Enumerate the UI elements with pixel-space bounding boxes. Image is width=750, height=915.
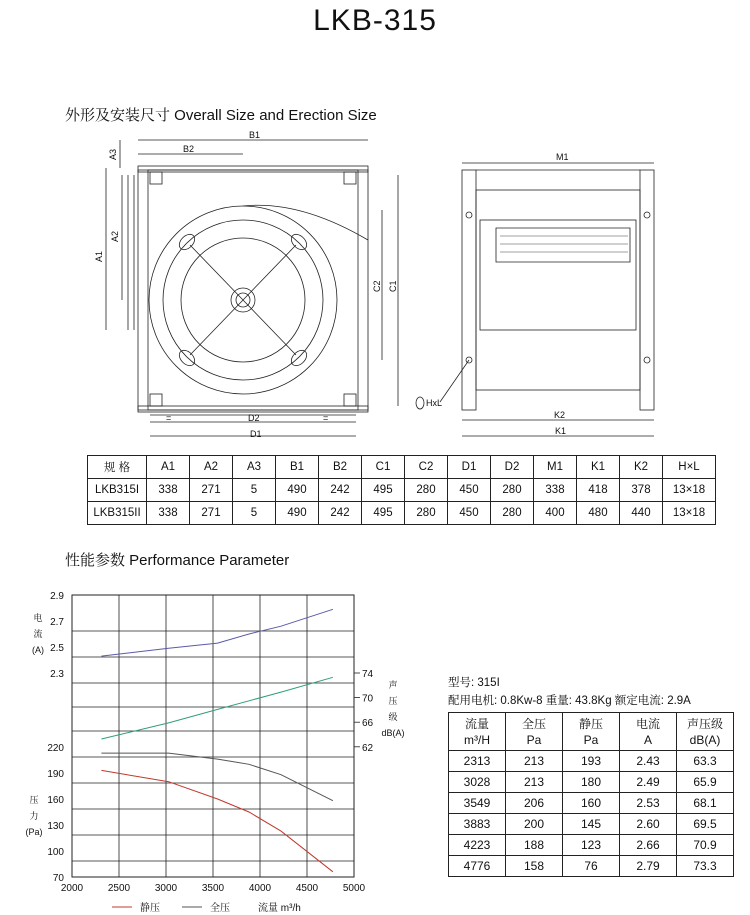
table-cell: 158 bbox=[506, 856, 563, 877]
table-row bbox=[449, 835, 734, 856]
current-tick-label: 2.5 bbox=[50, 643, 64, 654]
table-cell: 2313 bbox=[449, 751, 506, 772]
current-tick-label: 2.9 bbox=[50, 591, 64, 602]
sound-tick-label: 70 bbox=[362, 693, 374, 705]
table-cell: 440 bbox=[620, 502, 663, 525]
table-cell: 4223 bbox=[449, 835, 506, 856]
th-current bbox=[620, 713, 677, 751]
table-cell: 193 bbox=[563, 751, 620, 772]
performance-heading: 性能参数 Performance Parameter bbox=[65, 552, 290, 569]
table-cell: 213 bbox=[506, 772, 563, 793]
table-cell: 63.3 bbox=[677, 751, 734, 772]
table-cell: 160 bbox=[563, 793, 620, 814]
table-cell: 2.66 bbox=[620, 835, 677, 856]
th-total-unit: Pa bbox=[526, 732, 542, 747]
th-total-cn: 全压 bbox=[521, 716, 546, 731]
table-row bbox=[88, 502, 716, 525]
x-tick-label: 5000 bbox=[342, 883, 366, 894]
table-cell: 495 bbox=[362, 479, 405, 502]
series-line-pressure bbox=[101, 753, 333, 801]
pressure-tick-label: 130 bbox=[47, 821, 64, 832]
label-d1: D1 bbox=[250, 429, 262, 439]
th-flow bbox=[449, 713, 506, 751]
th-a3: A3 bbox=[233, 456, 276, 479]
th-static-pressure bbox=[563, 713, 620, 751]
table-cell: 2.49 bbox=[620, 772, 677, 793]
sound-tick-label: 66 bbox=[362, 718, 374, 730]
table-cell: LKB315II bbox=[88, 502, 147, 525]
label-eq-left: = bbox=[166, 413, 172, 423]
table-cell: 2.79 bbox=[620, 856, 677, 877]
x-tick-label: 3500 bbox=[201, 883, 225, 894]
table-cell: 76 bbox=[563, 856, 620, 877]
pressure-axis-label: (Pa) bbox=[25, 827, 43, 837]
performance-chart bbox=[0, 585, 440, 915]
table-cell: 4776 bbox=[449, 856, 506, 877]
th-d1: D1 bbox=[448, 456, 491, 479]
table-cell: 338 bbox=[147, 502, 190, 525]
overall-size-heading: 外形及安装尺寸 Overall Size and Erection Size bbox=[65, 107, 377, 124]
table-cell: 145 bbox=[563, 814, 620, 835]
th-k1: K1 bbox=[577, 456, 620, 479]
table-row bbox=[449, 751, 734, 772]
table-cell: 206 bbox=[506, 793, 563, 814]
label-eq-right: = bbox=[323, 413, 329, 423]
label-b2: B2 bbox=[183, 144, 195, 154]
label-a3: A3 bbox=[108, 148, 118, 160]
th-c1: C1 bbox=[362, 456, 405, 479]
pressure-tick-label: 100 bbox=[47, 847, 64, 858]
table-cell: 378 bbox=[620, 479, 663, 502]
table-row bbox=[449, 772, 734, 793]
table-cell: 280 bbox=[405, 502, 448, 525]
table-cell: 3549 bbox=[449, 793, 506, 814]
table-cell: 2.60 bbox=[620, 814, 677, 835]
table-cell: LKB315I bbox=[88, 479, 147, 502]
label-c1: C1 bbox=[388, 280, 398, 292]
th-flow-unit: m³/H bbox=[464, 732, 490, 747]
side-frame bbox=[462, 170, 476, 410]
th-current-unit: A bbox=[643, 732, 652, 747]
table-cell: 73.3 bbox=[677, 856, 734, 877]
label-hxl: HxL bbox=[426, 398, 443, 408]
table-cell: 13×18 bbox=[663, 502, 716, 525]
label-k2: K2 bbox=[554, 410, 566, 420]
x-axis-label: 流量 m³/h bbox=[258, 903, 301, 914]
th-flow-cn: 流量 bbox=[464, 716, 489, 731]
table-cell: 3883 bbox=[449, 814, 506, 835]
table-cell: 180 bbox=[563, 772, 620, 793]
legend-static-label: 静压 bbox=[140, 903, 160, 914]
table-cell: 13×18 bbox=[663, 479, 716, 502]
table-cell: 242 bbox=[319, 479, 362, 502]
current-axis-label: (A) bbox=[32, 645, 44, 655]
th-static-unit: Pa bbox=[583, 732, 599, 747]
x-tick-label: 4500 bbox=[295, 883, 319, 894]
table-row bbox=[449, 793, 734, 814]
x-tick-label: 4000 bbox=[248, 883, 272, 894]
th-sound-cn: 声压级 bbox=[686, 716, 723, 731]
table-cell: 200 bbox=[506, 814, 563, 835]
table-header-row bbox=[449, 713, 734, 751]
table-cell: 123 bbox=[563, 835, 620, 856]
label-m1: M1 bbox=[556, 152, 569, 162]
table-cell: 2.43 bbox=[620, 751, 677, 772]
th-k2: K2 bbox=[620, 456, 663, 479]
th-total-pressure bbox=[506, 713, 563, 751]
pressure-axis-label: 压 bbox=[29, 795, 39, 805]
table-cell: 280 bbox=[405, 479, 448, 502]
th-sound bbox=[677, 713, 734, 751]
table-cell: 490 bbox=[276, 502, 319, 525]
pressure-tick-label: 190 bbox=[47, 769, 64, 780]
current-axis-label: 电 bbox=[33, 613, 43, 623]
pressure-tick-label: 160 bbox=[47, 795, 64, 806]
table-cell: 480 bbox=[577, 502, 620, 525]
sound-axis-label: dB(A) bbox=[381, 728, 405, 738]
table-cell: 450 bbox=[448, 502, 491, 525]
table-cell: 271 bbox=[190, 479, 233, 502]
table-row bbox=[449, 814, 734, 835]
table-cell: 2.53 bbox=[620, 793, 677, 814]
table-cell: 3028 bbox=[449, 772, 506, 793]
th-current-cn: 电流 bbox=[635, 716, 660, 731]
dimension-drawing bbox=[0, 0, 750, 450]
series-line-sound bbox=[101, 677, 333, 739]
table-cell: 68.1 bbox=[677, 793, 734, 814]
sound-axis-label: 压 bbox=[388, 696, 398, 706]
table-cell: 70.9 bbox=[677, 835, 734, 856]
model-info: 型号: 315I bbox=[448, 677, 500, 689]
table-cell: 5 bbox=[233, 502, 276, 525]
page-title: LKB-315 bbox=[313, 4, 437, 37]
table-cell: 338 bbox=[147, 479, 190, 502]
table-cell: 271 bbox=[190, 502, 233, 525]
label-k1: K1 bbox=[555, 426, 567, 436]
current-tick-label: 2.7 bbox=[50, 617, 64, 628]
th-spec: 规 格 bbox=[88, 456, 147, 479]
dimensions-table bbox=[87, 455, 716, 525]
current-tick-label: 2.3 bbox=[50, 669, 64, 680]
sound-tick-label: 62 bbox=[362, 742, 374, 754]
th-static-cn: 静压 bbox=[578, 716, 603, 731]
table-cell: 450 bbox=[448, 479, 491, 502]
th-b2: B2 bbox=[319, 456, 362, 479]
sound-axis-label: 声 bbox=[388, 680, 398, 690]
th-hxl: H×L bbox=[663, 456, 716, 479]
label-b1: B1 bbox=[249, 130, 261, 140]
legend-total-label: 全压 bbox=[210, 903, 230, 914]
sound-tick-label: 74 bbox=[362, 669, 374, 680]
table-cell: 188 bbox=[506, 835, 563, 856]
table-row bbox=[449, 856, 734, 877]
table-cell: 280 bbox=[491, 502, 534, 525]
th-d2: D2 bbox=[491, 456, 534, 479]
table-cell: 5 bbox=[233, 479, 276, 502]
pressure-axis-label: 力 bbox=[29, 811, 39, 821]
table-cell: 338 bbox=[534, 479, 577, 502]
table-cell: 65.9 bbox=[677, 772, 734, 793]
x-tick-label: 3000 bbox=[154, 883, 178, 894]
table-cell: 400 bbox=[534, 502, 577, 525]
label-c2: C2 bbox=[372, 280, 382, 292]
series-line-current bbox=[101, 609, 333, 656]
table-cell: 280 bbox=[491, 479, 534, 502]
current-axis-label: 流 bbox=[33, 629, 43, 639]
th-sound-unit: dB(A) bbox=[689, 732, 721, 747]
pressure-tick-label: 70 bbox=[52, 873, 64, 884]
th-a1: A1 bbox=[147, 456, 190, 479]
th-b1: B1 bbox=[276, 456, 319, 479]
table-header-row bbox=[88, 456, 716, 479]
label-a1: A1 bbox=[94, 250, 104, 262]
table-cell: 242 bbox=[319, 502, 362, 525]
table-cell: 490 bbox=[276, 479, 319, 502]
pressure-tick-label: 220 bbox=[47, 743, 64, 754]
th-c2: C2 bbox=[405, 456, 448, 479]
th-a2: A2 bbox=[190, 456, 233, 479]
label-d2: D2 bbox=[248, 413, 260, 423]
table-cell: 418 bbox=[577, 479, 620, 502]
motor-info: 配用电机: 0.8Kw-8 重量: 43.8Kg 额定电流: 2.9A bbox=[448, 695, 691, 707]
performance-table bbox=[448, 712, 734, 877]
series-line-pressure bbox=[101, 770, 333, 871]
sound-axis-label: 级 bbox=[388, 712, 398, 722]
table-cell: 69.5 bbox=[677, 814, 734, 835]
table-cell: 213 bbox=[506, 751, 563, 772]
th-m1: M1 bbox=[534, 456, 577, 479]
x-tick-label: 2500 bbox=[107, 883, 131, 894]
x-tick-label: 2000 bbox=[60, 883, 84, 894]
label-a2: A2 bbox=[110, 230, 120, 242]
table-row bbox=[88, 479, 716, 502]
table-cell: 495 bbox=[362, 502, 405, 525]
